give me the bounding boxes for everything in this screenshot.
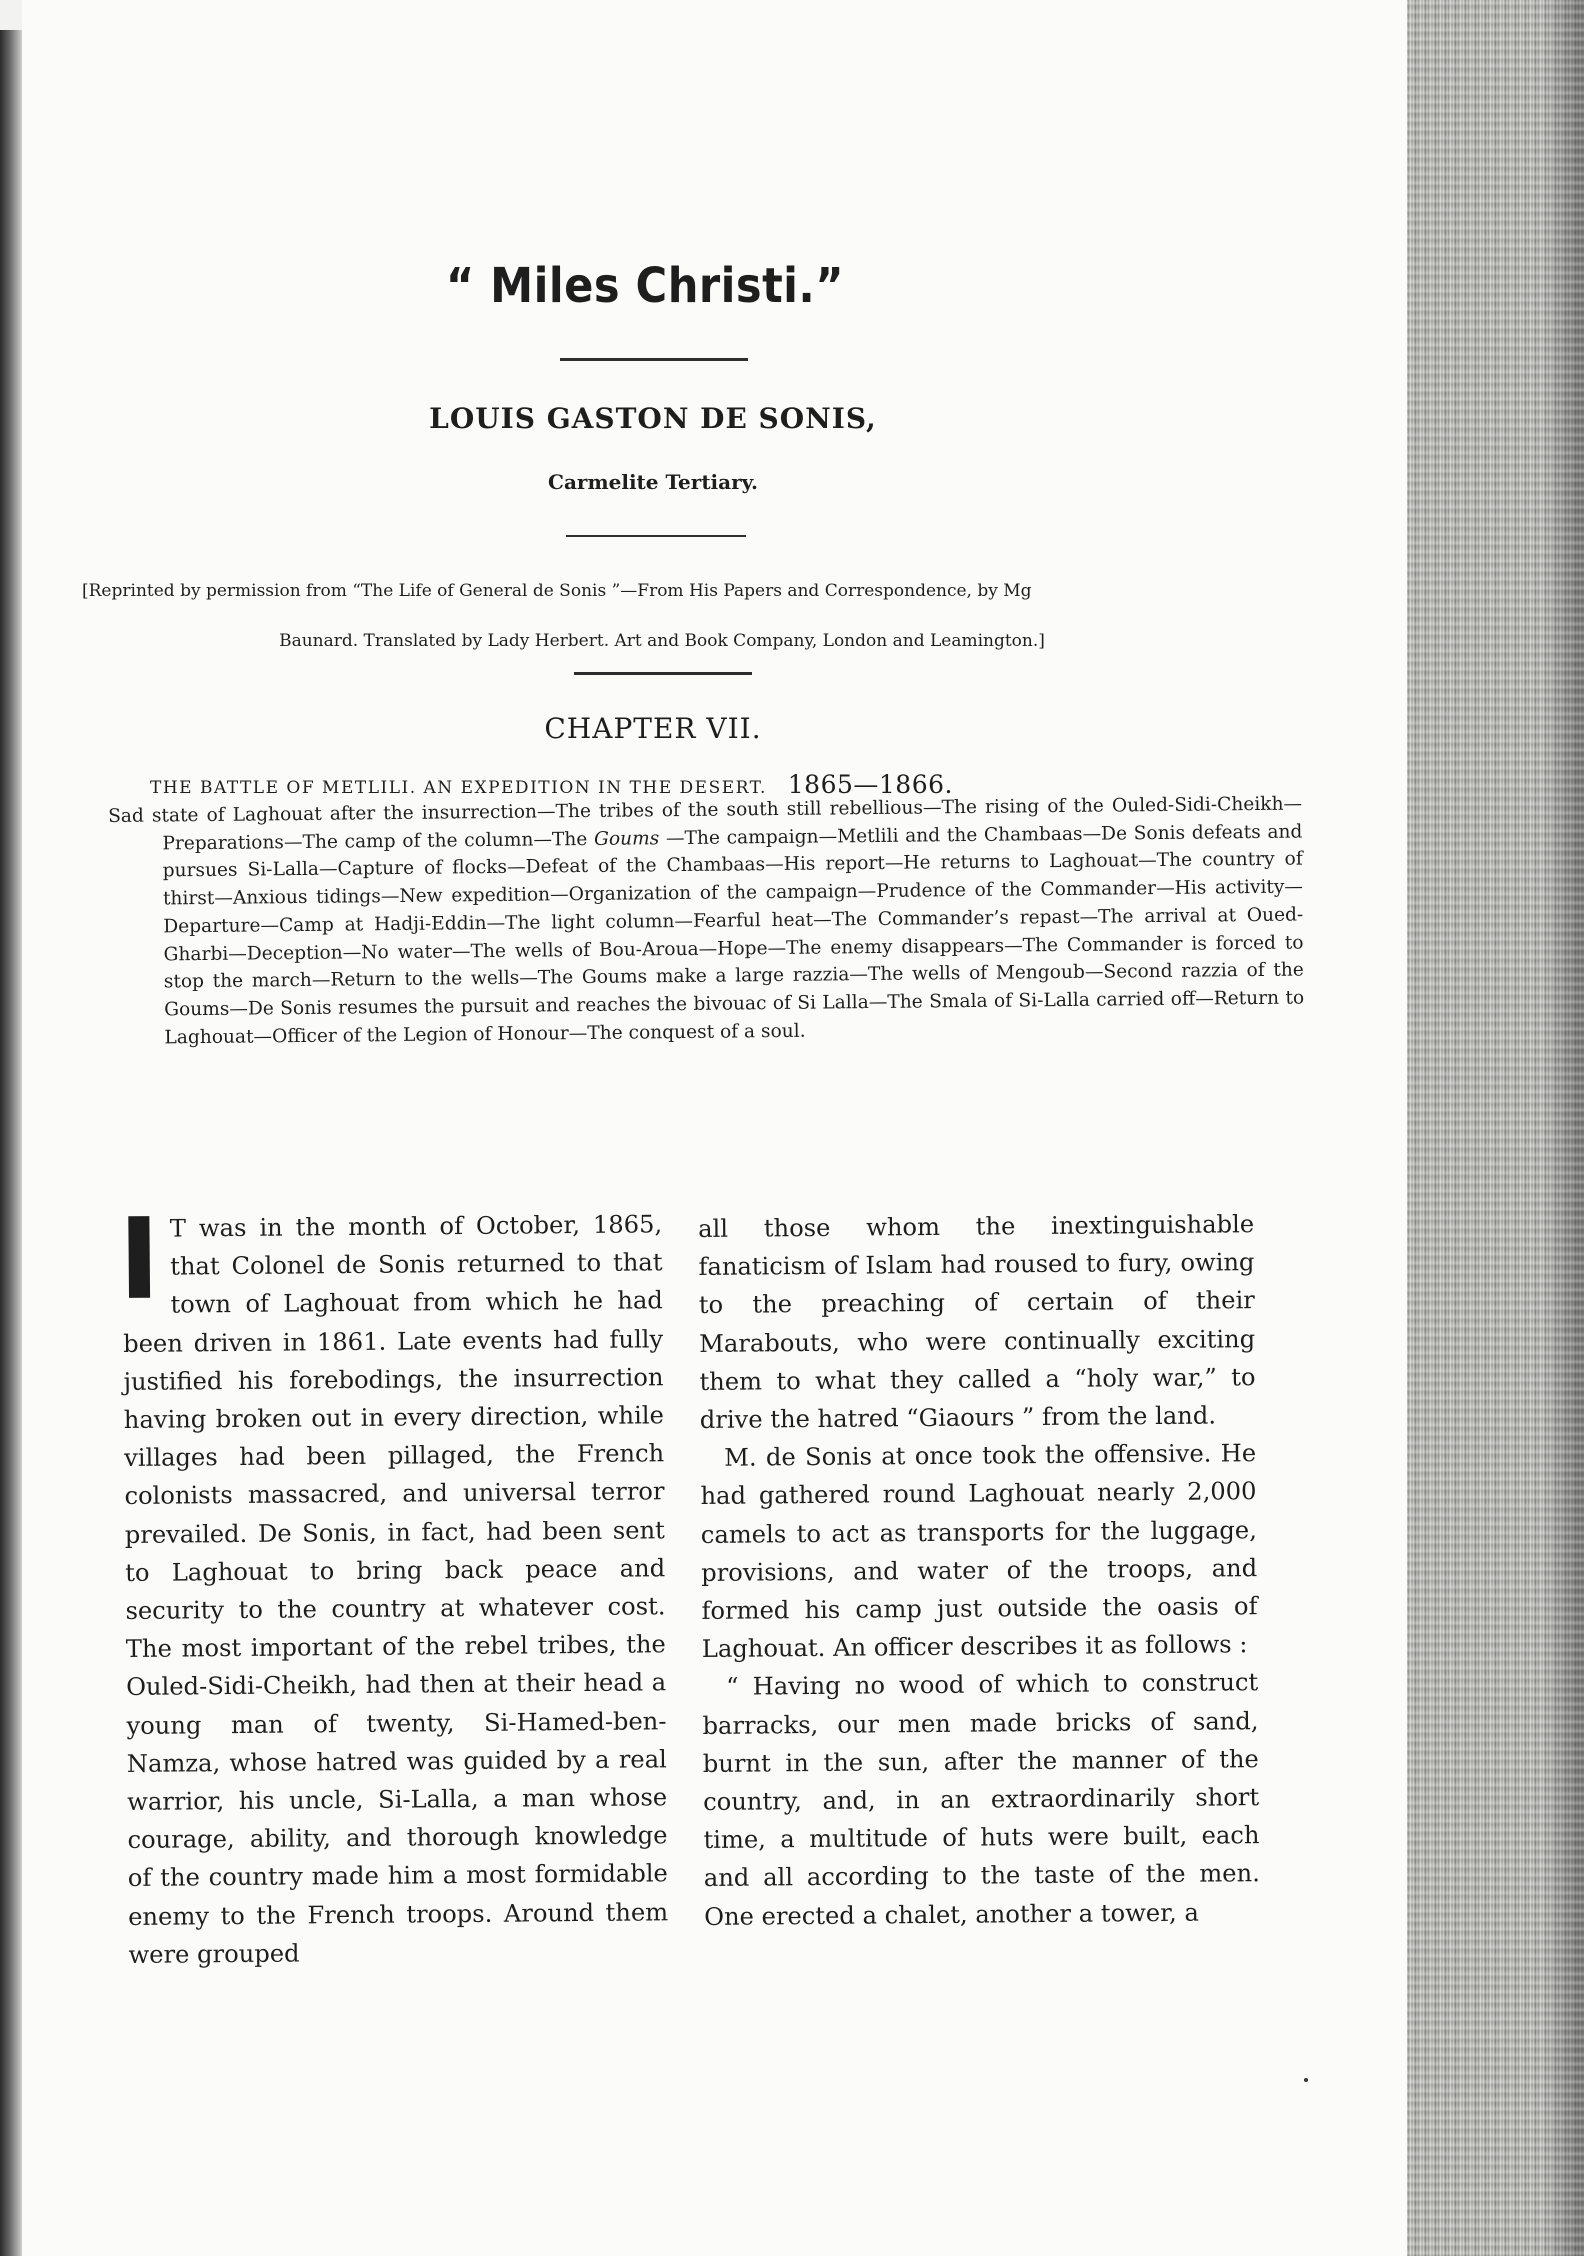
reprint-divider: [574, 672, 752, 675]
title-divider: [560, 358, 748, 361]
synopsis-italic-word: Goums: [593, 827, 660, 850]
subject-name: LOUIS GASTON DE SONIS,: [429, 402, 877, 435]
drop-cap: I: [117, 1194, 161, 1326]
reprint-note-line-1: [Reprinted by permission from “The Life of General de Sonis ”—From His Papers and Correspondence, by Mg: [82, 581, 1032, 601]
subtitle-divider: [566, 535, 746, 537]
synopsis-part-2: —The campaign—Metlili and the Chambaas—De Sonis defeats and pursues Si-Lalla—Capture of flocks—Defeat of the Chambaas—His report—He returns to Laghouat—The country of thirst—Anxious tidings—New expedition—Organization of the campaign—Prudence of the Commander—His activity—Departure—Camp at Hadji-Eddin—The light column—Fearful heat—The Commander’s repast—The arrival at Oued-Gharbi—Deception—No water—The wells of Bou-Aroua—Hope—The enemy disappears—The Commander is forced to stop the march—Return to the wells—The Goums make a large razzia—The wells of Mengoub—Second razzia of the Goums—De Sonis resumes the pursuit and reaches the bivouac of Si Lalla—The Smala of Si-Lalla carried off—Return to Laghouat—Officer of the Legion of Honour—The conquest of a soul.: [162, 821, 1305, 1049]
print-speck: [1304, 2078, 1308, 2082]
chapter-heading: CHAPTER VII.: [544, 712, 762, 745]
book-page: [22, 0, 1407, 2256]
chapter-synopsis: [108, 790, 1305, 1052]
subject-designation: Carmelite Tertiary.: [548, 470, 758, 494]
reprint-note-line-2: Baunard. Translated by Lady Herbert. Art and Book Company, London and Leamington.]: [279, 631, 1045, 651]
right-paragraph-1: all those whom the inextinguishable fanaticism of Islam had roused to fury, owing to the preaching of certain of their Marabouts, who were continually exciting them to what they called a “holy war,” to drive the hatred “Giaours ” from the land.: [698, 1210, 1256, 1435]
reprint-note: [82, 566, 1242, 666]
right-paragraph-2: M. de Sonis at once took the offensive. He had gathered round Laghouat nearly 2,000 camels to act as transports for the luggage, provisions, and water of the troops, and formed his camp just outside the oasis of Laghouat. An officer describes it as follows :: [700, 1439, 1258, 1664]
chapter-years: 1865—1866.: [787, 770, 953, 799]
article-title: “ Miles Christi.”: [445, 258, 845, 314]
left-column-text: T was in the month of October, 1865, that Colonel de Sonis returned to that town of Laghouat from which he had been driven in 1861. Late events had fully justified his forebodings, the insurrection having broken out in every direction, while villages had been pillaged, the French colonists massacred, and universal terror prevailed. De Sonis, in fact, had been sent to Laghouat to bring back peace and security to the country at whatever cost. The most important of the rebel tribes, the Ouled-Sidi-Cheikh, had then at their head a young man of twenty, Si-Hamed-ben-Namza, whose hatred was guided by a real warrior, his uncle, Si-Lalla, a man whose courage, ability, and thorough knowledge of the country made him a most formidable enemy to the French troops. Around them were grouped: [123, 1210, 669, 1969]
page-stack-shadow: [1544, 0, 1584, 2256]
body-left-column: [117, 1194, 669, 1974]
right-paragraph-3: “ Having no wood of which to construct barracks, our men made bricks of sand, burnt in the sun, after the manner of the country, and, in an extraordinarily short time, a multitude of huts were built, each and all according to the taste of the men. One erected a chalet, another a tower, a: [702, 1668, 1260, 1931]
body-right-column: [698, 1205, 1260, 1936]
chapter-subtitle-text: THE BATTLE OF METLILI. AN EXPEDITION IN THE DESERT.: [150, 778, 767, 798]
book-binding-edge: [0, 30, 22, 2256]
synopsis-part-1: Sad state of Laghouat after the insurrection—The tribes of the south still rebellious—The rising of the Ouled-Sidi-Cheikh—Preparations—The camp of the column—The: [108, 793, 1303, 855]
page-stack-edge: [1407, 0, 1584, 2256]
